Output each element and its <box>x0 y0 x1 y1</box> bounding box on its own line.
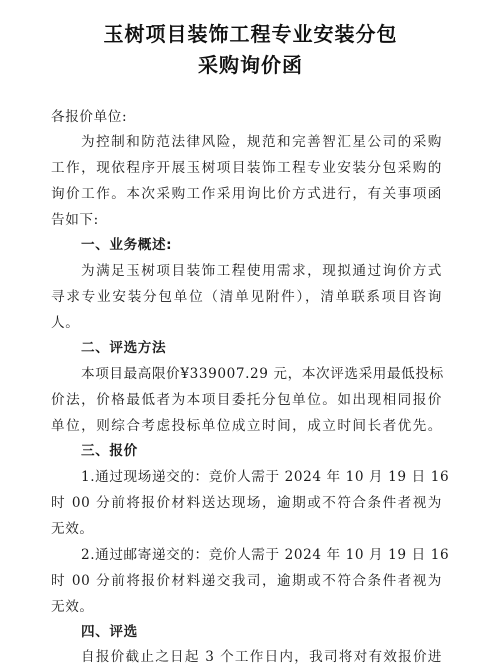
intro-line-4: 告如下: <box>51 212 99 228</box>
overview-line-3: 人。 <box>51 315 80 331</box>
method-line-1: 本项目最高限价¥339007.29 元，本次评选采用最低投标 <box>81 366 444 382</box>
quotation-onsite-line-3: 无效。 <box>51 521 94 537</box>
section-heading-quotation: 三、报价 <box>81 443 138 459</box>
intro-line-3: 询价工作。本次采购工作采用询比价方式进行，有关事项函 <box>51 186 442 202</box>
quotation-onsite-line-1: 1.通过现场递交的：竞价人需于 2024 年 10 月 19 日 16 <box>81 469 450 485</box>
method-line-2: 价法，价格最低者为本项目委托分包单位。如出现相同报价 <box>51 392 442 408</box>
section-heading-evaluation-method: 二、评选方法 <box>81 340 167 356</box>
quotation-mail-line-1: 2.通过邮寄递交的：竞价人需于 2024 年 10 月 19 日 16 <box>81 547 450 563</box>
section-heading-overview: 一、业务概述: <box>81 237 173 253</box>
document-title-line-2: 采购询价函 <box>198 53 303 77</box>
section-heading-selection: 四、评选 <box>81 624 138 640</box>
quotation-mail-line-2: 时 00 分前将报价材料递交我司，逾期或不符合条件者视为 <box>51 573 442 589</box>
document-title-line-1: 玉树项目装饰工程专业安装分包 <box>103 22 398 46</box>
intro-line-1: 为控制和防范法律风险，规范和完善智汇星公司的采购 <box>81 134 442 150</box>
selection-line-1: 自报价截止之日起 3 个工作日内，我司将对有效报价进 <box>81 649 442 665</box>
quotation-onsite-line-2: 时 00 分前将报价材料送达现场，逾期或不符合条件者视为 <box>51 495 442 511</box>
quotation-mail-line-3: 无效。 <box>51 599 94 615</box>
overview-line-2: 寻求专业安装分包单位（清单见附件），清单联系项目咨询 <box>51 289 442 305</box>
intro-line-2: 工作，现依程序开展玉树项目装饰工程专业安装分包采购的 <box>51 160 442 176</box>
method-line-3: 单位，则综合考虑投标单位成立时间，成立时间长者优先。 <box>51 418 442 434</box>
overview-line-1: 为满足玉树项目装饰工程使用需求，现拟通过询价方式 <box>81 263 442 279</box>
salutation: 各报价单位: <box>51 109 128 125</box>
